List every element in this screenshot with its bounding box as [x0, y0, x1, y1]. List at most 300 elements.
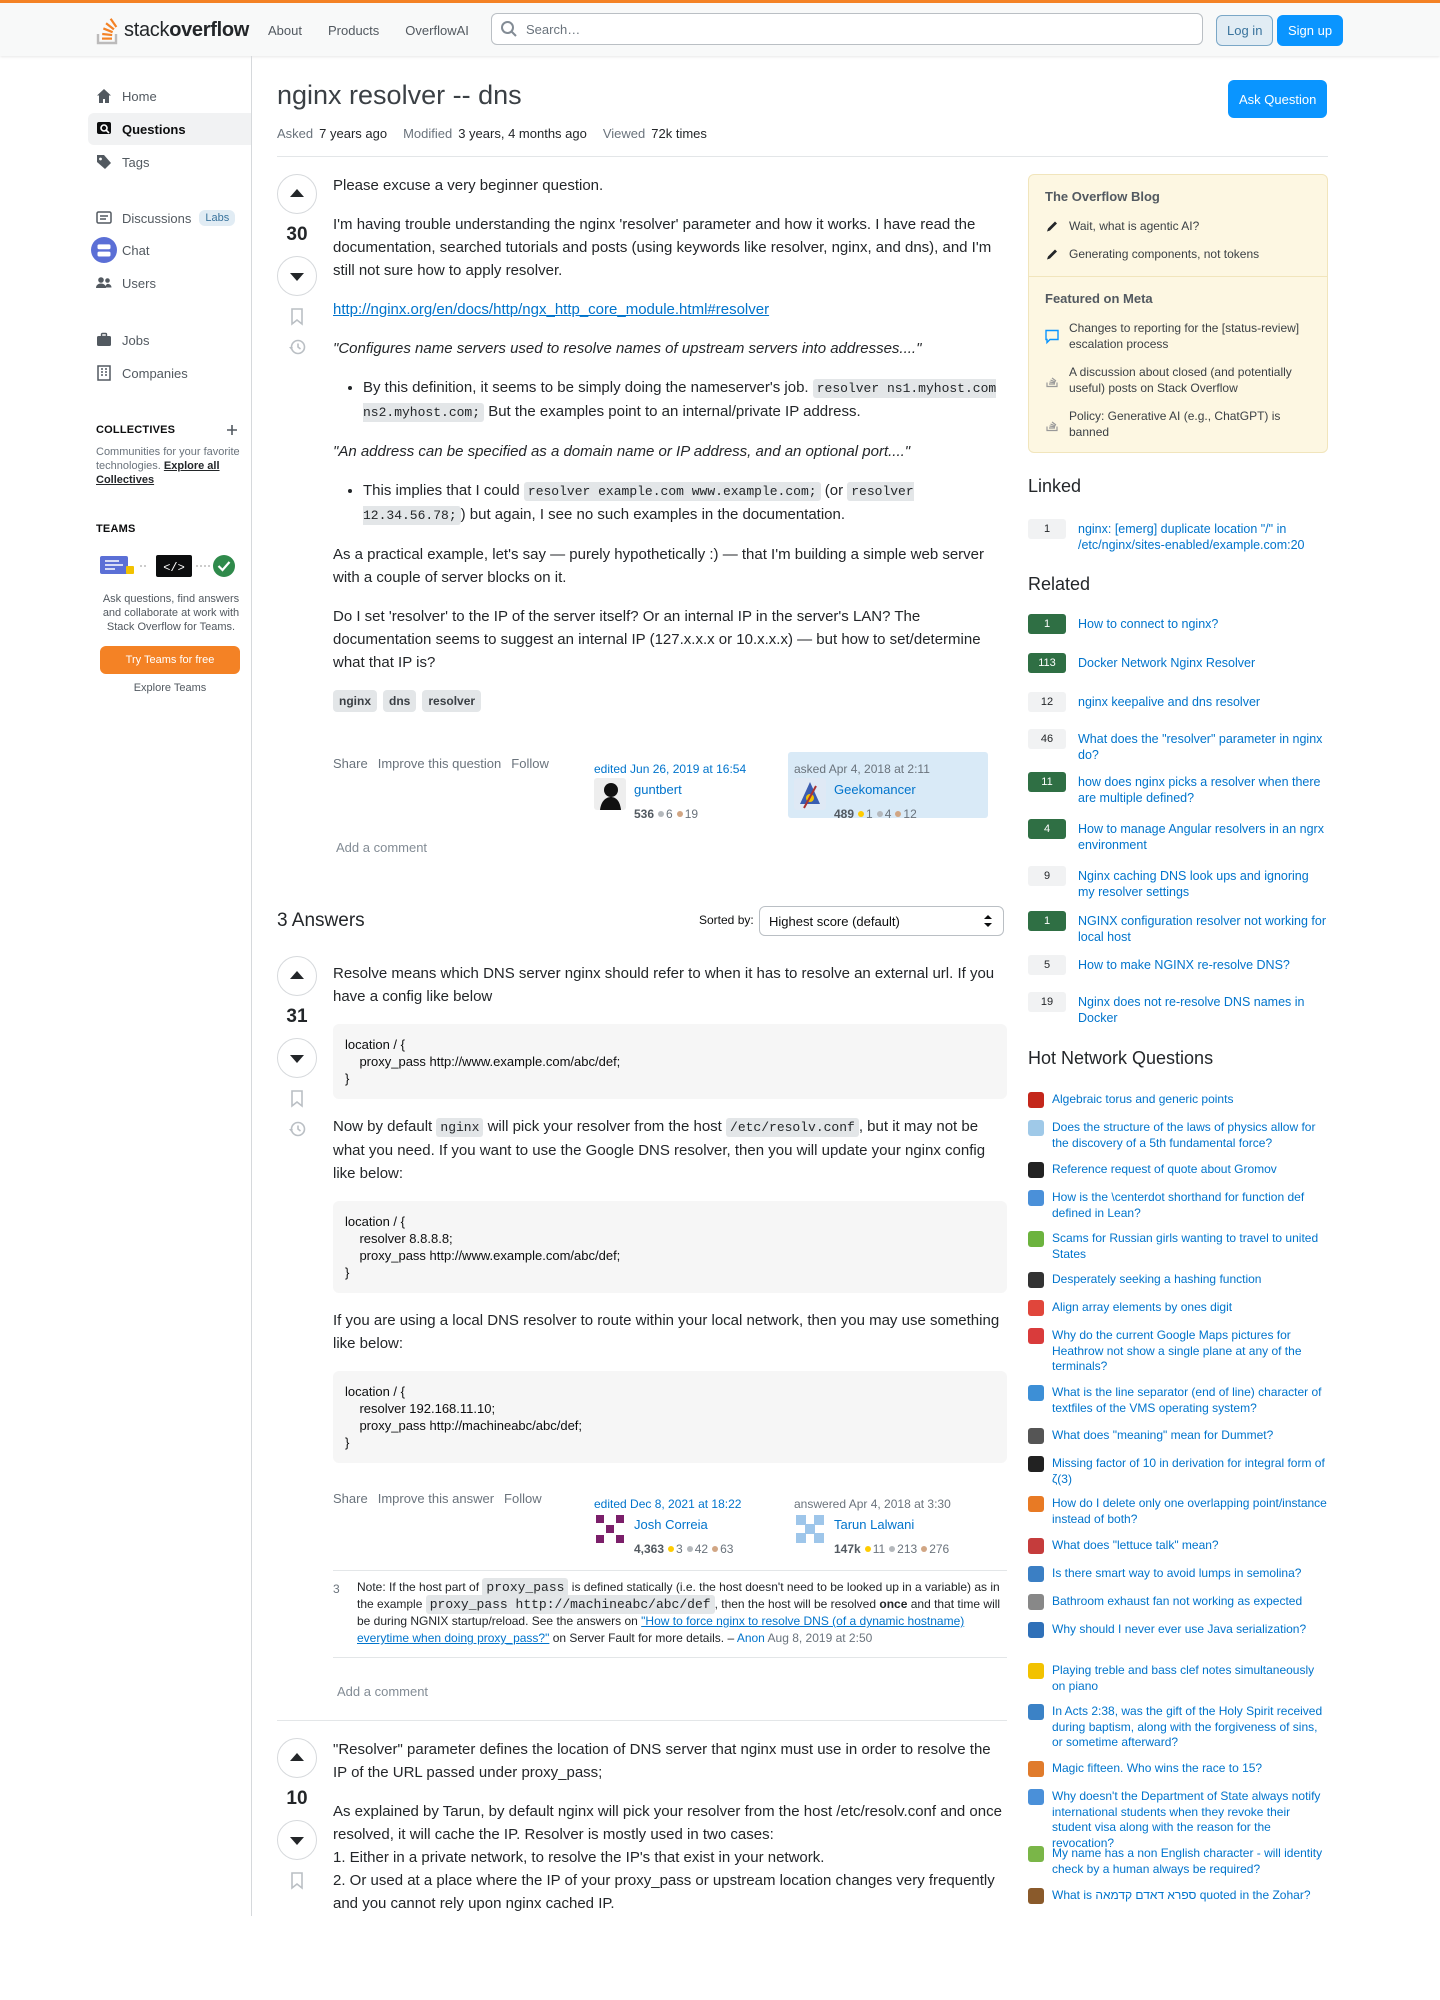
- hot-question-link[interactable]: Magic fifteen. Who wins the race to 15?: [1052, 1761, 1263, 1775]
- asker-signature: [788, 752, 988, 821]
- linked-heading: Linked: [1028, 476, 1082, 496]
- blog-item-text: Generating components, not tokens: [1069, 247, 1260, 261]
- list-item-text: This implies that I could: [363, 482, 520, 499]
- nav-about[interactable]: About: [268, 23, 302, 38]
- gold-badge-icon: [668, 1546, 674, 1552]
- editor-avatar[interactable]: [594, 1513, 626, 1545]
- list-item: [363, 376, 1007, 424]
- users-icon: [96, 275, 112, 291]
- chat-icon: [91, 237, 117, 263]
- sidebar-users-label: Users: [122, 275, 156, 291]
- stack-small-icon: [1045, 409, 1059, 440]
- question-paragraph: Please excuse a very beginner question.: [333, 177, 604, 194]
- comment-link[interactable]: "How to force nginx to resolve DNS (of a dynamic hostname) everytime when doing proxy_pass?": [357, 1614, 965, 1645]
- related-item[interactable]: [1028, 655, 1328, 673]
- login-button[interactable]: Log in: [1216, 15, 1273, 46]
- sort-arrows-icon: [983, 913, 993, 929]
- comment-user[interactable]: Anon: [736, 1631, 765, 1645]
- follow-link[interactable]: Follow: [504, 1491, 542, 1506]
- related-link[interactable]: How to make NGINX re-resolve DNS?: [1078, 958, 1290, 972]
- viewed-meta: [603, 126, 707, 141]
- editor-signature: [588, 1487, 788, 1556]
- collectives-description: [96, 445, 246, 487]
- hot-question-item[interactable]: [1028, 1761, 1328, 1777]
- question-tags: [333, 690, 1007, 712]
- asker-user: [794, 778, 917, 826]
- tag-dns[interactable]: dns: [383, 690, 416, 712]
- answer-actions: [333, 1487, 542, 1510]
- related-count: 1: [1028, 614, 1066, 634]
- author-reputation: [834, 1538, 949, 1561]
- question-vote-side: [277, 308, 317, 356]
- stackoverflow-logo[interactable]: [96, 12, 249, 48]
- site-icon: [1028, 1594, 1044, 1610]
- related-item[interactable]: [1028, 957, 1328, 975]
- ask-question-button[interactable]: Ask Question: [1228, 80, 1327, 118]
- related-item[interactable]: [1028, 821, 1328, 853]
- comment-segment: and that time will be during NGNIX startup/reload. See the answers on: [357, 1597, 1001, 1628]
- meta-item-text: A discussion about closed (and potentially useful) posts on Stack Overflow: [1069, 365, 1292, 395]
- bookmark-icon[interactable]: [289, 1872, 305, 1890]
- hot-question-link[interactable]: Scams for Russian girls wanting to travel to united States: [1052, 1231, 1319, 1261]
- answer-divider: [277, 1720, 1007, 1721]
- bronze-count: 12: [903, 807, 917, 821]
- comment-dash: –: [727, 1631, 735, 1645]
- logo-text: stackoverflow: [124, 18, 250, 41]
- share-link[interactable]: Share: [333, 756, 368, 771]
- add-comment-link[interactable]: Add a comment: [336, 840, 428, 855]
- hot-question-item[interactable]: [1028, 1231, 1328, 1262]
- reputation-score: 147k: [834, 1542, 861, 1556]
- answered-time: answered Apr 4, 2018 at 3:30: [794, 1497, 951, 1511]
- meta-title: Featured on Meta: [1045, 291, 1153, 306]
- linked-count: 1: [1028, 519, 1066, 539]
- reputation-score: 536: [634, 807, 655, 821]
- add-comment-link[interactable]: Add a comment: [337, 1684, 429, 1699]
- hot-question-item[interactable]: [1028, 1190, 1328, 1221]
- inline-code: proxy_pass http://machineabc/abc/def: [426, 1595, 715, 1614]
- reputation-score: 4,363: [634, 1542, 665, 1556]
- list-item-text: But the examples point to an internal/private IP address.: [488, 403, 861, 420]
- editor-avatar[interactable]: [594, 778, 626, 810]
- related-item[interactable]: [1028, 994, 1328, 1026]
- silver-badge-icon: [658, 811, 664, 817]
- hot-question-link[interactable]: How is the \centerdot shorthand for function def defined in Lean?: [1052, 1190, 1305, 1220]
- downvote-button[interactable]: [277, 1038, 317, 1078]
- related-item[interactable]: [1028, 868, 1328, 900]
- author-signature: [788, 1487, 988, 1556]
- explore-teams-link[interactable]: Explore Teams: [133, 682, 207, 694]
- site-icon: [1028, 1888, 1044, 1904]
- meta-item[interactable]: [1029, 402, 1327, 452]
- sidebar-jobs-label: Jobs: [122, 332, 150, 348]
- answer-vote-count: 10: [286, 1788, 308, 1809]
- site-icon: [1028, 1162, 1044, 1178]
- list-item-text: (or: [824, 482, 844, 499]
- upvote-arrow-icon: [288, 185, 306, 203]
- upvote-button[interactable]: [277, 174, 317, 214]
- asker-avatar[interactable]: [794, 778, 826, 810]
- gold-badge-icon: [858, 811, 864, 817]
- hot-question-item[interactable]: [1028, 1162, 1328, 1178]
- title-divider: [277, 156, 1328, 157]
- answer-paragraph: "Resolver" parameter defines the location of DNS server that nginx must use in order to resolve the IP of the URL passed under proxy_pass;: [333, 1741, 991, 1781]
- comment: [333, 1570, 1007, 1658]
- related-link[interactable]: Docker Network Nginx Resolver: [1078, 656, 1256, 670]
- collectives-text: Communities for your favorite technologies.: [96, 446, 240, 472]
- question-paragraph: Do I set 'resolver' to the IP of the server itself? Or an internal IP in the server's LAN? The documentation seems to suggest an internal IP (127.x.x.x or 10.x.x.x) — but how to set/determine what that IP is?: [333, 608, 981, 671]
- tag-nginx[interactable]: nginx: [333, 690, 377, 712]
- reputation-score: 489: [834, 807, 855, 821]
- downvote-arrow-icon: [288, 267, 306, 285]
- discussions-icon: [96, 210, 112, 226]
- silver-badge-icon: [877, 811, 883, 817]
- question-list: [333, 479, 1007, 527]
- related-item[interactable]: [1028, 616, 1328, 634]
- related-heading: Related: [1028, 574, 1091, 594]
- inline-code: resolver ns1.myhost.com ns2.myhost.com;: [363, 381, 997, 420]
- related-link[interactable]: What does the "resolver" parameter in nginx do?: [1078, 732, 1323, 762]
- explore-collectives-link[interactable]: Explore all Collectives: [96, 460, 220, 486]
- sidebar-item-home[interactable]: [88, 80, 251, 112]
- answers-count: 3 Answers: [277, 910, 365, 931]
- hot-question-link[interactable]: How do I delete only one overlapping point/instance instead of both?: [1052, 1496, 1327, 1526]
- answer-paragraph: Resolve means which DNS server nginx should refer to when it has to resolve an external url. If you have a config like below: [333, 965, 995, 1005]
- bronze-badge-icon: [895, 811, 901, 817]
- hot-question-link[interactable]: What is ספרא דאדם קדמאה quoted in the Zohar?: [1052, 1888, 1311, 1902]
- editor-reputation: [634, 803, 698, 826]
- related-link[interactable]: Nginx caching DNS look ups and ignoring my resolver settings: [1078, 869, 1309, 899]
- edited-time[interactable]: edited Jun 26, 2019 at 16:54: [594, 762, 747, 776]
- top-bar: [0, 0, 1440, 56]
- question-quote: [333, 337, 1007, 360]
- related-item[interactable]: [1028, 731, 1328, 763]
- comment-bold: once: [879, 1597, 908, 1611]
- upvote-button[interactable]: [277, 1738, 317, 1778]
- sidebar-item-tags[interactable]: [88, 146, 251, 178]
- editor-signature: [588, 752, 788, 821]
- comment-segment: Note: If the host part of: [357, 1580, 480, 1594]
- asker-reputation: [834, 803, 917, 826]
- hot-question-link[interactable]: Is there smart way to avoid lumps in semolina?: [1052, 1566, 1302, 1580]
- bookmark-icon[interactable]: [289, 308, 305, 326]
- answer-paragraph: [333, 1115, 1007, 1185]
- hot-question-link[interactable]: Why should I never ever use Java serialization?: [1052, 1622, 1307, 1636]
- site-icon: [1028, 1190, 1044, 1206]
- search-box[interactable]: [491, 13, 1203, 45]
- hot-question-item[interactable]: [1028, 1566, 1328, 1582]
- pencil-icon: [1045, 247, 1059, 262]
- question-title[interactable]: nginx resolver -- dns: [277, 80, 522, 110]
- silver-count: 4: [884, 807, 892, 821]
- silver-count: 42: [694, 1542, 709, 1556]
- sidebar-chat-label: Chat: [122, 242, 150, 258]
- companies-icon: [96, 365, 112, 381]
- sidebar-companies-label: Companies: [122, 365, 188, 381]
- sidebar-item-discussions[interactable]: [88, 202, 251, 234]
- author-avatar[interactable]: [794, 1513, 826, 1545]
- question-quote: [333, 440, 1007, 463]
- paragraph-text: Now by default: [333, 1118, 433, 1135]
- hot-question-link[interactable]: What does "meaning" mean for Dummet?: [1052, 1428, 1274, 1442]
- edited-time[interactable]: edited Dec 8, 2021 at 18:22: [594, 1497, 742, 1511]
- related-link[interactable]: how does nginx picks a resolver when there are multiple defined?: [1078, 775, 1321, 805]
- hot-question-link[interactable]: Why doesn't the Department of State always notify international students when they revoke their student visa along with the reason for the revocation?: [1052, 1789, 1321, 1850]
- comment-date: Aug 8, 2019 at 2:50: [767, 1631, 873, 1645]
- answer-paragraph: If you are using a local DNS resolver to route within your local network, then you may use something like below:: [333, 1312, 1000, 1352]
- site-icon: [1028, 1120, 1044, 1136]
- answer-body: [333, 965, 1007, 1557]
- hot-question-link[interactable]: Playing treble and bass clef notes simultaneously on piano: [1052, 1663, 1315, 1693]
- question-paragraph: I'm having trouble understanding the nginx 'resolver' parameter and how it works. I have read the documentation, searched tutorials and posts (using keywords like resolver, nginx, and dns), and I'm still not sure how to apply resolver.: [333, 216, 992, 279]
- plus-icon[interactable]: [226, 424, 238, 436]
- sidebar-item-chat[interactable]: [88, 234, 251, 266]
- related-link[interactable]: How to manage Angular resolvers in an ngrx environment: [1078, 822, 1324, 852]
- hot-question-item[interactable]: [1028, 1663, 1328, 1694]
- question-meta: [277, 126, 707, 141]
- related-item[interactable]: [1028, 694, 1328, 712]
- teams-description: Ask questions, find answers and collaborate at work with Stack Overflow for Teams.: [102, 593, 240, 633]
- top-nav: [256, 15, 481, 46]
- hot-question-item[interactable]: [1028, 1272, 1328, 1288]
- blog-item[interactable]: [1029, 240, 1327, 268]
- answer-vote-side: [277, 1090, 317, 1138]
- bronze-badge-icon: [921, 1546, 927, 1552]
- hot-question-item[interactable]: [1028, 1328, 1328, 1375]
- stack-logo-icon: [96, 15, 120, 45]
- site-icon: [1028, 1622, 1044, 1638]
- upvote-button[interactable]: [277, 956, 317, 996]
- history-icon[interactable]: [288, 1120, 306, 1138]
- related-link[interactable]: NGINX configuration resolver not working for local host: [1078, 914, 1327, 944]
- question-actions: [333, 752, 549, 775]
- related-link[interactable]: How to connect to nginx?: [1078, 617, 1219, 631]
- hot-question-item[interactable]: [1028, 1496, 1328, 1527]
- editor-reputation: [634, 1538, 733, 1561]
- related-count: 19: [1028, 992, 1066, 1012]
- hot-question-item[interactable]: [1028, 1120, 1328, 1151]
- silver-badge-icon: [687, 1546, 693, 1552]
- sidebar-item-jobs[interactable]: [88, 324, 251, 356]
- quote-text: "Configures name servers used to resolve names of upstream servers into addresses....": [333, 340, 922, 357]
- hot-question-link[interactable]: In Acts 2:38, was the gift of the Holy Spirit received during baptism, along with the forgiveness of sins, or sometime afterward?: [1052, 1704, 1323, 1749]
- code-block: location / { proxy_pass http://www.example.com/abc/def; }: [333, 1024, 1007, 1099]
- inline-code: resolver 12.34.56.78;: [363, 484, 914, 523]
- related-item[interactable]: [1028, 774, 1328, 806]
- hot-question-link[interactable]: Desperately seeking a hashing function: [1052, 1272, 1262, 1286]
- hot-question-item[interactable]: [1028, 1300, 1328, 1316]
- related-count: 11: [1028, 772, 1066, 792]
- downvote-button[interactable]: [277, 256, 317, 296]
- answer-vote-count: 31: [286, 1006, 308, 1027]
- asked-value: 7 years ago: [319, 126, 388, 141]
- modified-meta: [403, 126, 587, 141]
- improve-answer-link[interactable]: Improve this answer: [377, 1491, 495, 1506]
- comment-segment: , then the host will be resolved: [714, 1597, 877, 1611]
- related-count: 4: [1028, 819, 1066, 839]
- tag-resolver[interactable]: resolver: [422, 690, 481, 712]
- asked-time: asked Apr 4, 2018 at 2:11: [794, 762, 930, 776]
- hot-question-item[interactable]: [1028, 1846, 1328, 1877]
- quote-text: "An address can be specified as a domain name or IP address, and an optional port....": [333, 443, 911, 460]
- hot-question-link[interactable]: What is the line separator (end of line) character of textfiles of the VMS operating system?: [1052, 1385, 1322, 1415]
- editor-user: [594, 1513, 733, 1561]
- site-icon: [1028, 1789, 1044, 1805]
- editor-user: [594, 778, 698, 826]
- meta-item[interactable]: [1029, 314, 1327, 358]
- editor-details: [634, 1513, 733, 1561]
- hot-question-item[interactable]: [1028, 1538, 1328, 1554]
- bookmark-icon[interactable]: [289, 1090, 305, 1108]
- comment-text: [357, 1579, 1007, 1647]
- downvote-button[interactable]: [277, 1820, 317, 1860]
- answer-vote-side: [277, 1872, 317, 1890]
- inline-code: resolver example.com www.example.com;: [524, 482, 821, 501]
- asker-name[interactable]: Geekomancer: [834, 782, 916, 797]
- gold-count: 1: [866, 807, 873, 821]
- comment-score: 3: [333, 1582, 340, 1596]
- site-icon: [1028, 1328, 1044, 1344]
- sidebar-item-users[interactable]: [88, 267, 251, 299]
- inline-code: proxy_pass: [482, 1578, 568, 1597]
- sidebar-questions-label: Questions: [122, 121, 186, 137]
- hot-question-link[interactable]: Algebraic torus and generic points: [1052, 1092, 1234, 1106]
- question-list: [333, 376, 1007, 424]
- site-icon: [1028, 1300, 1044, 1316]
- comment-segment: is defined statically (i.e. the host doesn't need to be looked up in a variable) as in the example: [357, 1580, 1000, 1611]
- blog-title: The Overflow Blog: [1045, 189, 1160, 204]
- try-teams-button[interactable]: Try Teams for free: [100, 646, 240, 674]
- sort-select[interactable]: [759, 906, 1004, 936]
- site-icon: [1028, 1092, 1044, 1108]
- editor-name[interactable]: guntbert: [634, 782, 682, 797]
- downvote-arrow-icon: [288, 1049, 306, 1067]
- site-icon: [1028, 1663, 1044, 1679]
- question-vote-cell: [277, 174, 317, 356]
- blog-item[interactable]: [1029, 212, 1327, 240]
- sidebar-home-label: Home: [122, 88, 157, 104]
- related-item[interactable]: [1028, 913, 1328, 945]
- author-details: [834, 1513, 949, 1561]
- author-user: [794, 1513, 949, 1561]
- history-icon[interactable]: [288, 338, 306, 356]
- hot-network-heading: Hot Network Questions: [1028, 1048, 1214, 1068]
- hot-question-item[interactable]: [1028, 1428, 1328, 1444]
- downvote-arrow-icon: [288, 1831, 306, 1849]
- svg-text:</>: </>: [163, 561, 185, 575]
- hot-question-link[interactable]: Bathroom exhaust fan not working as expected: [1052, 1594, 1303, 1608]
- linked-link[interactable]: nginx: [emerg] duplicate location "/" in /etc/nginx/sites-enabled/example.com:20: [1078, 522, 1305, 552]
- follow-link[interactable]: Follow: [511, 756, 549, 771]
- viewed-label: Viewed: [602, 126, 646, 141]
- site-icon: [1028, 1566, 1044, 1582]
- answer-footer: [333, 1487, 1007, 1557]
- meta-item-text: Policy: Generative AI (e.g., ChatGPT) is banned: [1069, 409, 1281, 439]
- upvote-arrow-icon: [288, 967, 306, 985]
- viewed-value: 72k times: [651, 126, 707, 141]
- hot-question-link[interactable]: What does "lettuce talk" mean?: [1052, 1538, 1219, 1552]
- related-count: 5: [1028, 955, 1066, 975]
- site-icon: [1028, 1496, 1044, 1512]
- signup-button[interactable]: Sign up: [1277, 15, 1343, 46]
- hot-question-item[interactable]: [1028, 1789, 1328, 1851]
- tag-icon: [96, 154, 112, 170]
- list-item: [363, 479, 1007, 527]
- hot-question-link[interactable]: Reference request of quote about Gromov: [1052, 1162, 1277, 1176]
- hot-question-item[interactable]: [1028, 1092, 1328, 1108]
- answer-body: [333, 1738, 1007, 1915]
- sort-value: Highest score (default): [769, 913, 900, 929]
- bronze-badge-icon: [677, 811, 683, 817]
- question-vote-count: 30: [286, 224, 308, 245]
- stack-small-icon: [1045, 365, 1059, 396]
- overflow-blog-widget: [1028, 174, 1328, 453]
- teams-illustration-icon: [100, 552, 240, 580]
- hot-question-link[interactable]: Why do the current Google Maps pictures for Heathrow not show a single plane at any of the terminals?: [1052, 1328, 1302, 1373]
- meta-item-text: Changes to reporting for the [status-review] escalation process: [1069, 321, 1300, 351]
- pencil-icon: [1045, 219, 1059, 234]
- search-input[interactable]: [524, 21, 1184, 38]
- hot-question-item[interactable]: [1028, 1622, 1328, 1638]
- questions-icon: [96, 121, 112, 137]
- search-icon: [500, 20, 518, 38]
- modified-value[interactable]: 3 years, 4 months ago: [458, 126, 587, 141]
- related-count: 46: [1028, 729, 1066, 749]
- briefcase-icon: [96, 332, 112, 348]
- site-icon: [1028, 1385, 1044, 1401]
- asked-label: Asked: [277, 126, 314, 141]
- hot-question-link[interactable]: Does the structure of the laws of physics allow for the discovery of a 5th fundamental force?: [1052, 1120, 1316, 1150]
- bronze-count: 276: [929, 1542, 950, 1556]
- related-link[interactable]: Nginx does not re-resolve DNS names in Docker: [1078, 995, 1305, 1025]
- sidebar-item-questions[interactable]: [88, 113, 251, 145]
- hot-question-link[interactable]: Align array elements by ones digit: [1052, 1300, 1233, 1314]
- list-item-text: ) but again, I see no such examples in the documentation.: [460, 506, 846, 523]
- author-name[interactable]: Tarun Lalwani: [834, 1517, 915, 1532]
- docs-link[interactable]: http://nginx.org/en/docs/http/ngx_http_core_module.html#resolver: [333, 301, 770, 318]
- labs-badge: Labs: [199, 210, 235, 226]
- hot-question-link[interactable]: My name has a non English character - will identity check by a human always be required?: [1052, 1846, 1323, 1876]
- linked-item[interactable]: [1028, 521, 1328, 553]
- related-count: 9: [1028, 866, 1066, 886]
- improve-question-link[interactable]: Improve this question: [377, 756, 502, 771]
- editor-name[interactable]: Josh Correia: [634, 1517, 708, 1532]
- code-block: location / { resolver 192.168.11.10; proxy_pass http://machineabc/abc/def; }: [333, 1371, 1007, 1463]
- hot-question-item[interactable]: [1028, 1704, 1328, 1751]
- nav-products[interactable]: Products: [327, 23, 380, 38]
- sidebar-discussions-label: Discussions: [122, 210, 192, 226]
- bronze-count: 63: [720, 1542, 734, 1556]
- answer-paragraph: 1. Either in a private network, to resolve the IP's that exist in your network.: [333, 1849, 825, 1866]
- site-icon: [1028, 1538, 1044, 1554]
- meta-item[interactable]: [1029, 358, 1327, 402]
- hot-question-item[interactable]: [1028, 1456, 1328, 1487]
- hot-question-link[interactable]: Missing factor of 10 in derivation for integral form of ζ(3): [1052, 1456, 1325, 1486]
- related-link[interactable]: nginx keepalive and dns resolver: [1078, 695, 1261, 709]
- related-count: 1: [1028, 911, 1066, 931]
- site-icon: [1028, 1704, 1044, 1720]
- hot-question-item[interactable]: [1028, 1594, 1328, 1610]
- share-link[interactable]: Share: [333, 1491, 368, 1506]
- hot-question-item[interactable]: [1028, 1888, 1328, 1904]
- sidebar-item-companies[interactable]: [88, 357, 251, 389]
- sidebar-tags-label: Tags: [122, 154, 150, 170]
- answer-vote-cell: [277, 1738, 317, 1890]
- nav-overflowai[interactable]: OverflowAI: [405, 23, 469, 38]
- site-icon: [1028, 1456, 1044, 1472]
- hot-question-item[interactable]: [1028, 1385, 1328, 1416]
- asker-details: [834, 778, 917, 826]
